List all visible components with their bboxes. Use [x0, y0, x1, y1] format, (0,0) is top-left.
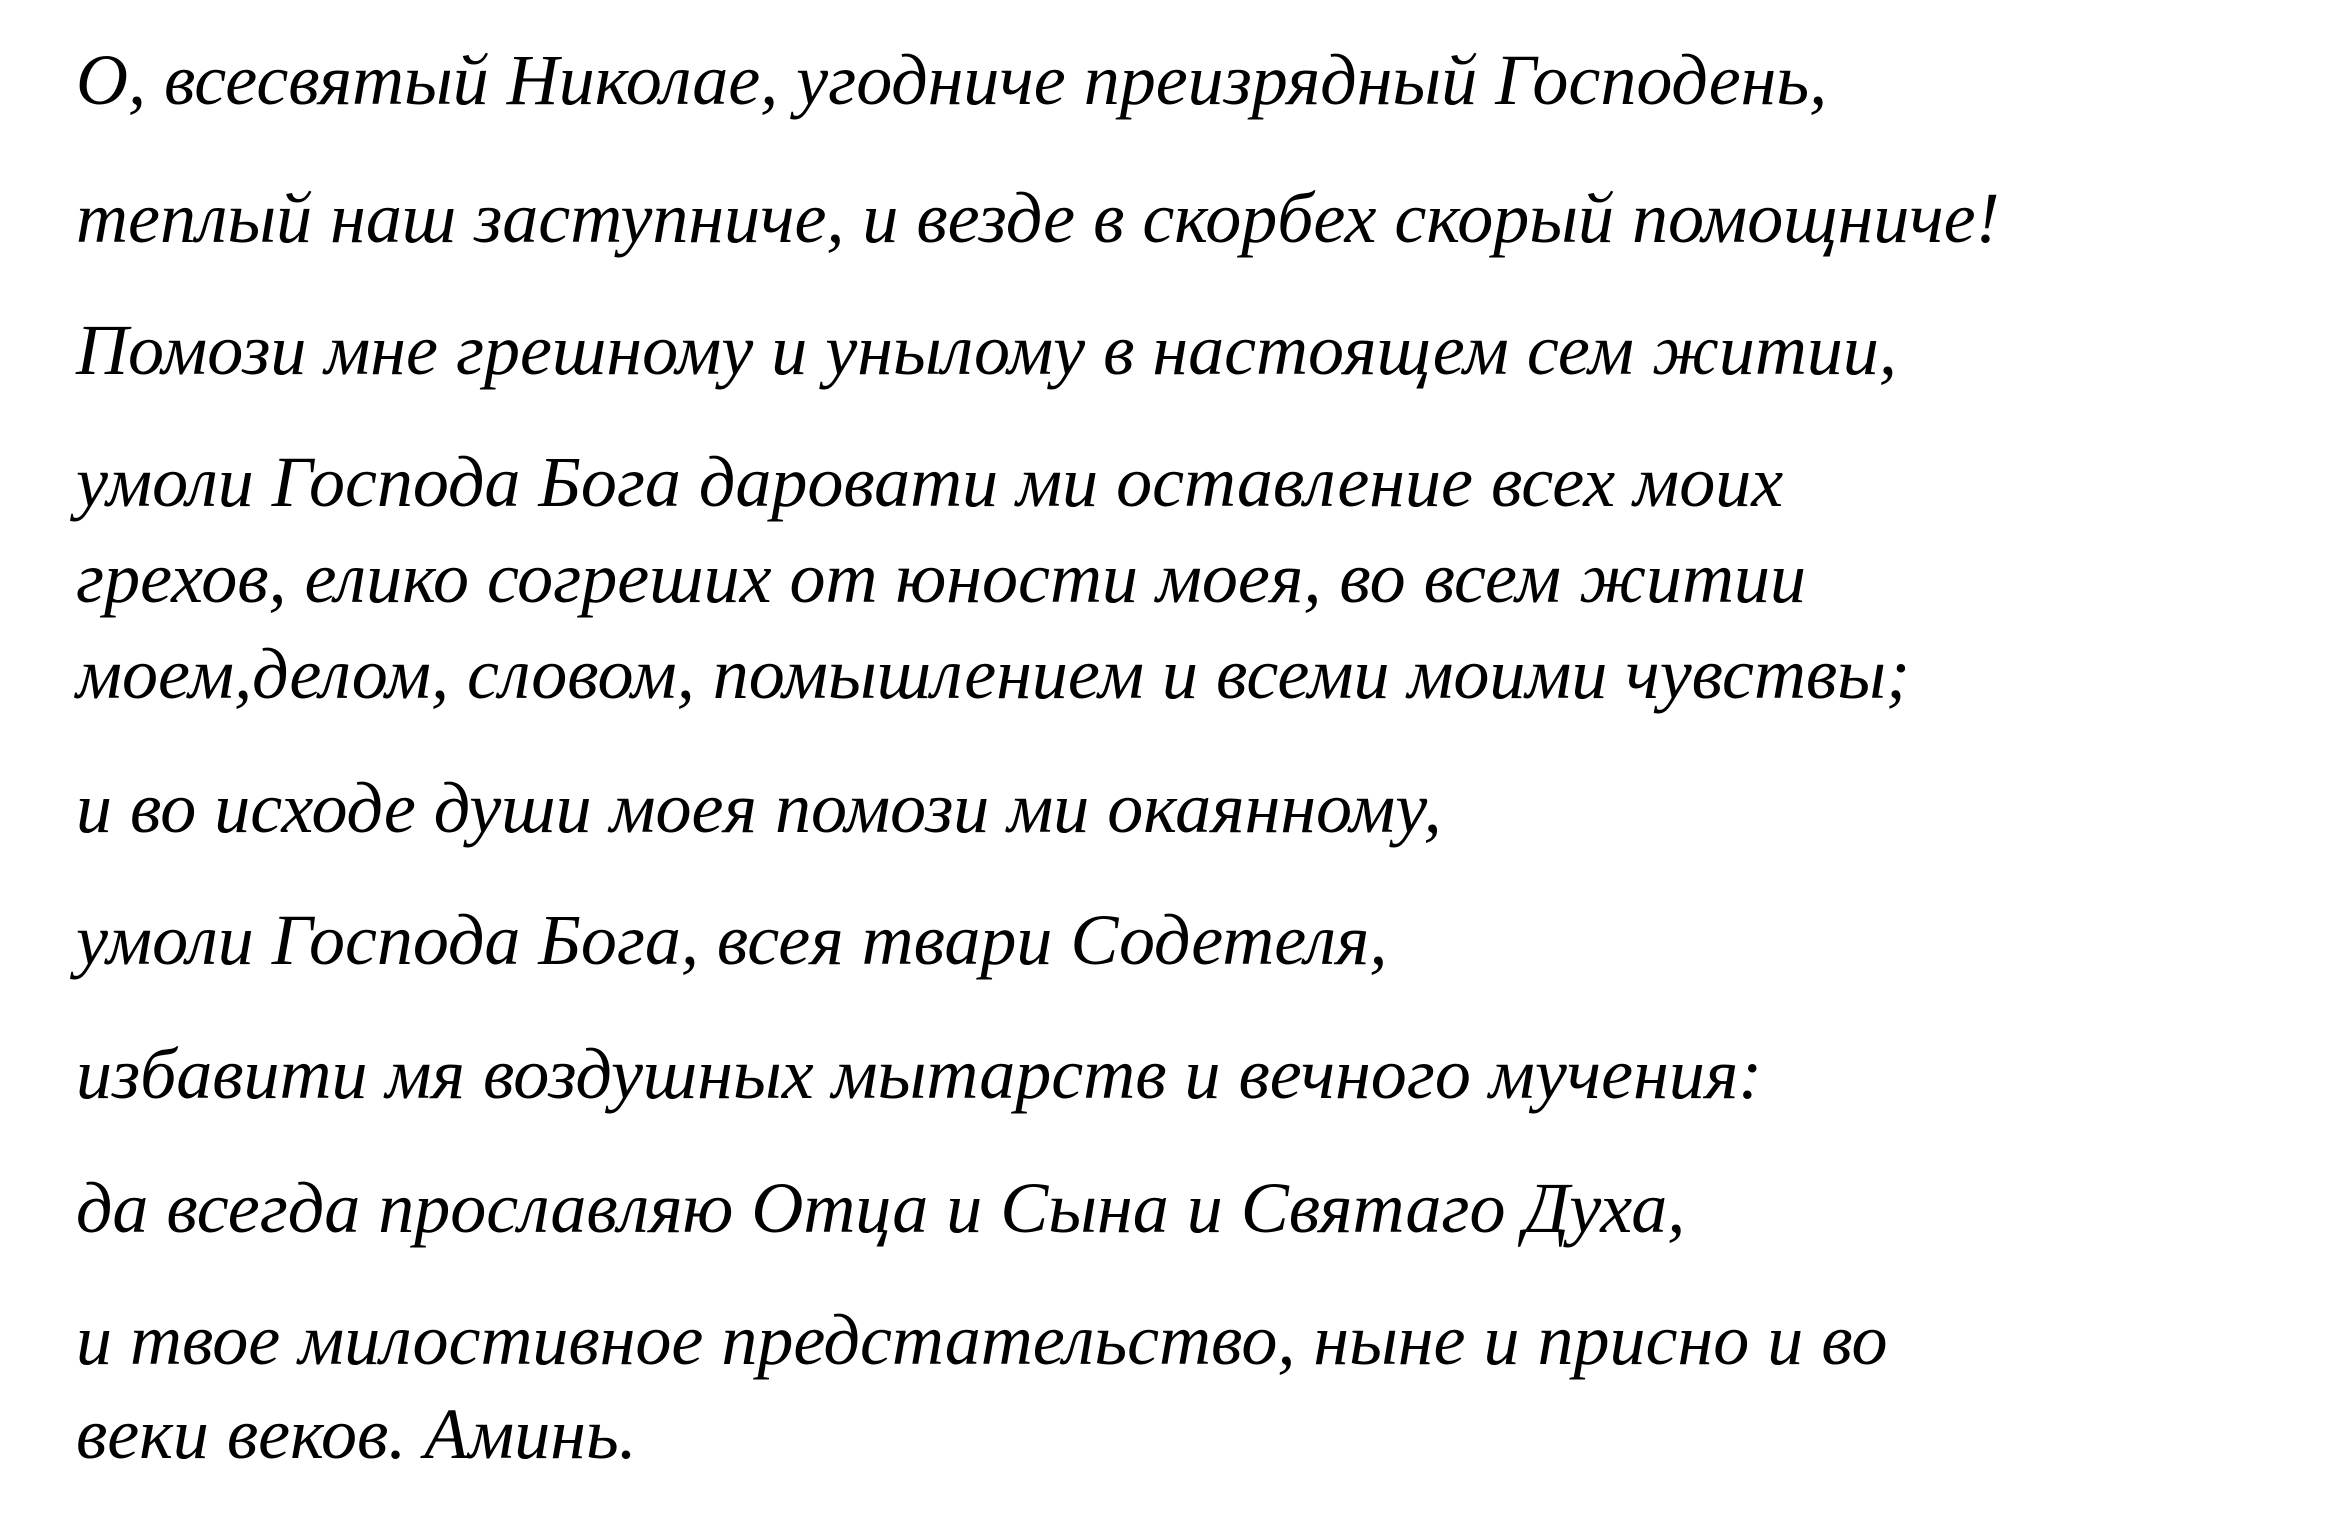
prayer-line-7: и во исходе души моея помози ми окаянному, [76, 768, 1442, 848]
prayer-line-10: да всегда прославляю Отца и Сына и Святаго Духа, [76, 1168, 1686, 1248]
prayer-line-2: теплый наш заступниче, и везде в скорбех скорый помощниче! [76, 178, 2000, 258]
prayer-line-9: избавити мя воздушных мытарств и вечного мучения: [76, 1034, 1763, 1114]
prayer-line-1: О, всесвятый Николае, угодниче преизрядный Господень, [76, 40, 1828, 120]
prayer-line-8: умоли Господа Бога, всея твари Содетеля, [76, 900, 1388, 980]
prayer-line-6: моем,делом, словом, помышлением и всеми моими чувствы; [76, 634, 1910, 714]
prayer-line-4: умоли Господа Бога даровати ми оставление всех моих [76, 442, 1784, 522]
prayer-line-5: грехов, елико согреших от юности моея, во всем житии [76, 538, 1807, 618]
prayer-line-11: и твое милостивное предстательство, ныне и присно и во [76, 1300, 1888, 1380]
prayer-line-12: веки веков. Аминь. [76, 1394, 637, 1474]
prayer-line-3: Помози мне грешному и унылому в настоящем сем житии, [76, 310, 1897, 390]
